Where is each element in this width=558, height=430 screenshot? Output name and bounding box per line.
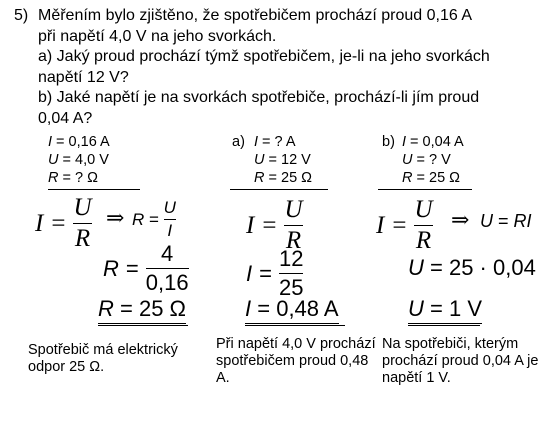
col2-given <box>254 133 312 187</box>
fraction: $\frac{U}{R}$ <box>73 194 92 252</box>
col2-formula: I = $\frac{U}{R}$ <box>246 196 303 254</box>
fraction: $\frac{U}{I}$ <box>163 198 176 240</box>
col1-derived-formula: R = $\frac{U}{I}$ <box>132 198 176 240</box>
col3-label: b) <box>382 134 395 150</box>
col3-divider <box>378 189 472 190</box>
given-line: R = 25 Ω <box>402 170 461 186</box>
col1-step: R = $\frac{4}{0,16}$ <box>103 241 189 295</box>
col1-conclusion: Spotřebič má elektrický odpor 25 Ω. <box>28 342 178 375</box>
col2-conclusion: Při napětí 4,0 V prochází spotřebičem proud 0,48 A. <box>216 336 376 386</box>
problem-line: napětí 12 V? <box>38 68 129 86</box>
given-line: I = ? A <box>254 134 296 150</box>
col3-conclusion: Na spotřebiči, kterým prochází proud 0,04 A je napětí 1 V. <box>382 336 539 386</box>
col1-result-second-underline <box>98 325 188 326</box>
problem-line: a) Jaký proud prochází týmž spotřebičem, je-li na jeho svorkách <box>38 48 490 65</box>
given-line: I = 0,04 A <box>402 134 464 150</box>
col3-result: U = 1 V <box>408 296 482 324</box>
col2-result-second-underline <box>245 325 345 326</box>
implies-arrow: ⇒ <box>106 205 125 230</box>
given-line: R = ? Ω <box>48 170 98 186</box>
given-line: U = ? V <box>402 152 451 168</box>
problem-line: 0,04 A? <box>38 109 93 127</box>
given-line: U = 12 V <box>254 152 311 168</box>
col1-divider <box>48 189 140 190</box>
col2-step: I = $\frac{12}{25}$ <box>246 246 304 300</box>
problem-line: při napětí 4,0 V na jeho svorkách. <box>38 27 277 45</box>
col3-step: U = 25 · 0,04 <box>408 255 536 280</box>
given-line: U = 4,0 V <box>48 152 109 168</box>
given-line: R = 25 Ω <box>254 170 313 186</box>
col2-divider <box>230 189 328 190</box>
fraction: $\frac{U}{R}$ <box>414 196 433 254</box>
col1-given <box>48 133 110 187</box>
fraction: $\frac{4}{0,16}$ <box>145 241 189 295</box>
implies-arrow: ⇒ <box>451 207 470 232</box>
problem-number: 5) <box>14 7 29 24</box>
problem-line: b) Jaké napětí je na svorkách spotřebiče, prochází-li jím proud <box>38 89 480 106</box>
col1-result: R = 25 Ω <box>98 296 186 324</box>
fraction: $\frac{U}{R}$ <box>284 196 303 254</box>
col2-result: I = 0,48 A <box>245 296 339 324</box>
col3-given <box>402 133 464 187</box>
col2-label: a) <box>232 134 245 150</box>
col3-result-second-underline <box>408 325 480 326</box>
col1-formula: I = $\frac{U}{R}$ <box>35 194 92 252</box>
given-line: I = 0,16 A <box>48 134 110 150</box>
fraction: $\frac{12}{25}$ <box>278 246 304 300</box>
col3-derived-formula: U = RI <box>480 211 532 231</box>
col3-formula: I = $\frac{U}{R}$ <box>376 196 433 254</box>
problem-line: Měřením bylo zjištěno, že spotřebičem prochází proud 0,16 A <box>38 7 472 24</box>
